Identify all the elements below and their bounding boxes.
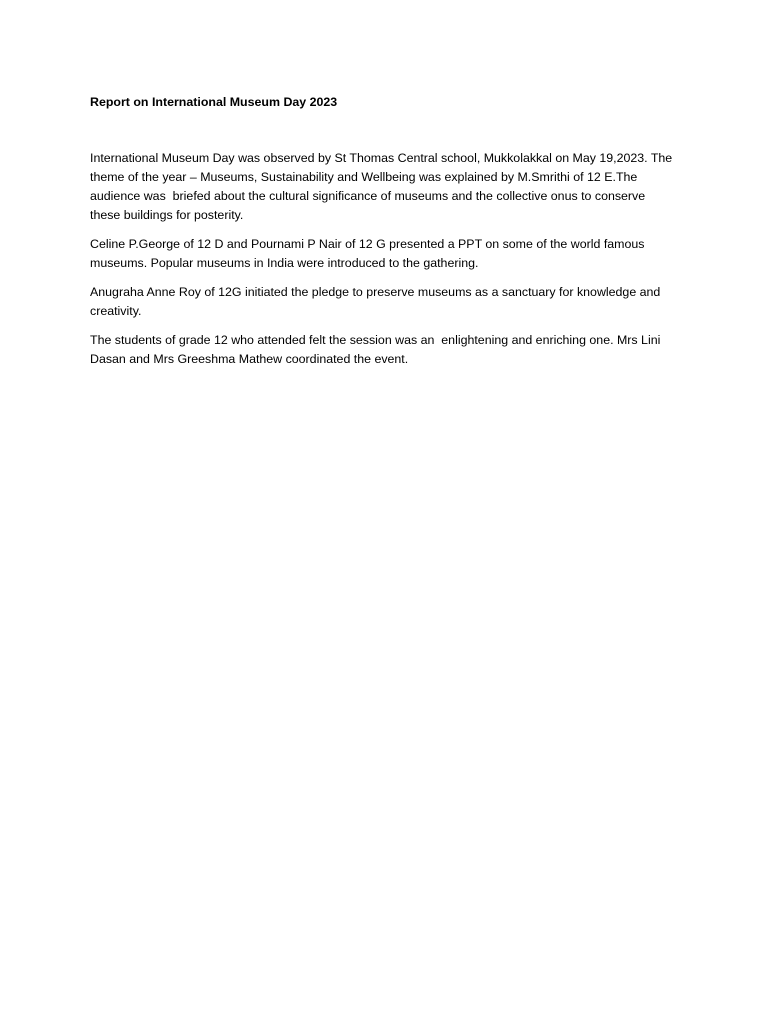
paragraph-observance: International Museum Day was observed by St Thomas Central school, Mukkolakkal on May 19,2023. The theme of the year – Museums, Sustainability and Wellbeing was explained by M.Smrithi of 12 E.The audience was briefed about the cultural significance of museums and the collective onus to conserve these buildings for posterity. (90, 151, 676, 222)
paragraph-pledge: Anugraha Anne Roy of 12G initiated the pledge to preserve museums as a sanctuary for knowledge and creativity. (90, 285, 664, 318)
paragraph-presentation: Celine P.George of 12 D and Pournami P Nair of 12 G presented a PPT on some of the world famous museums. Popular museums in India were introduced to the gathering. (90, 237, 648, 270)
paragraph-conclusion: The students of grade 12 who attended felt the session was an enlightening and enriching one. Mrs Lini Dasan and Mrs Greeshma Mathew coordinated the event. (90, 333, 664, 366)
document-body (90, 93, 678, 379)
report-title: Report on International Museum Day 2023 (90, 95, 338, 109)
